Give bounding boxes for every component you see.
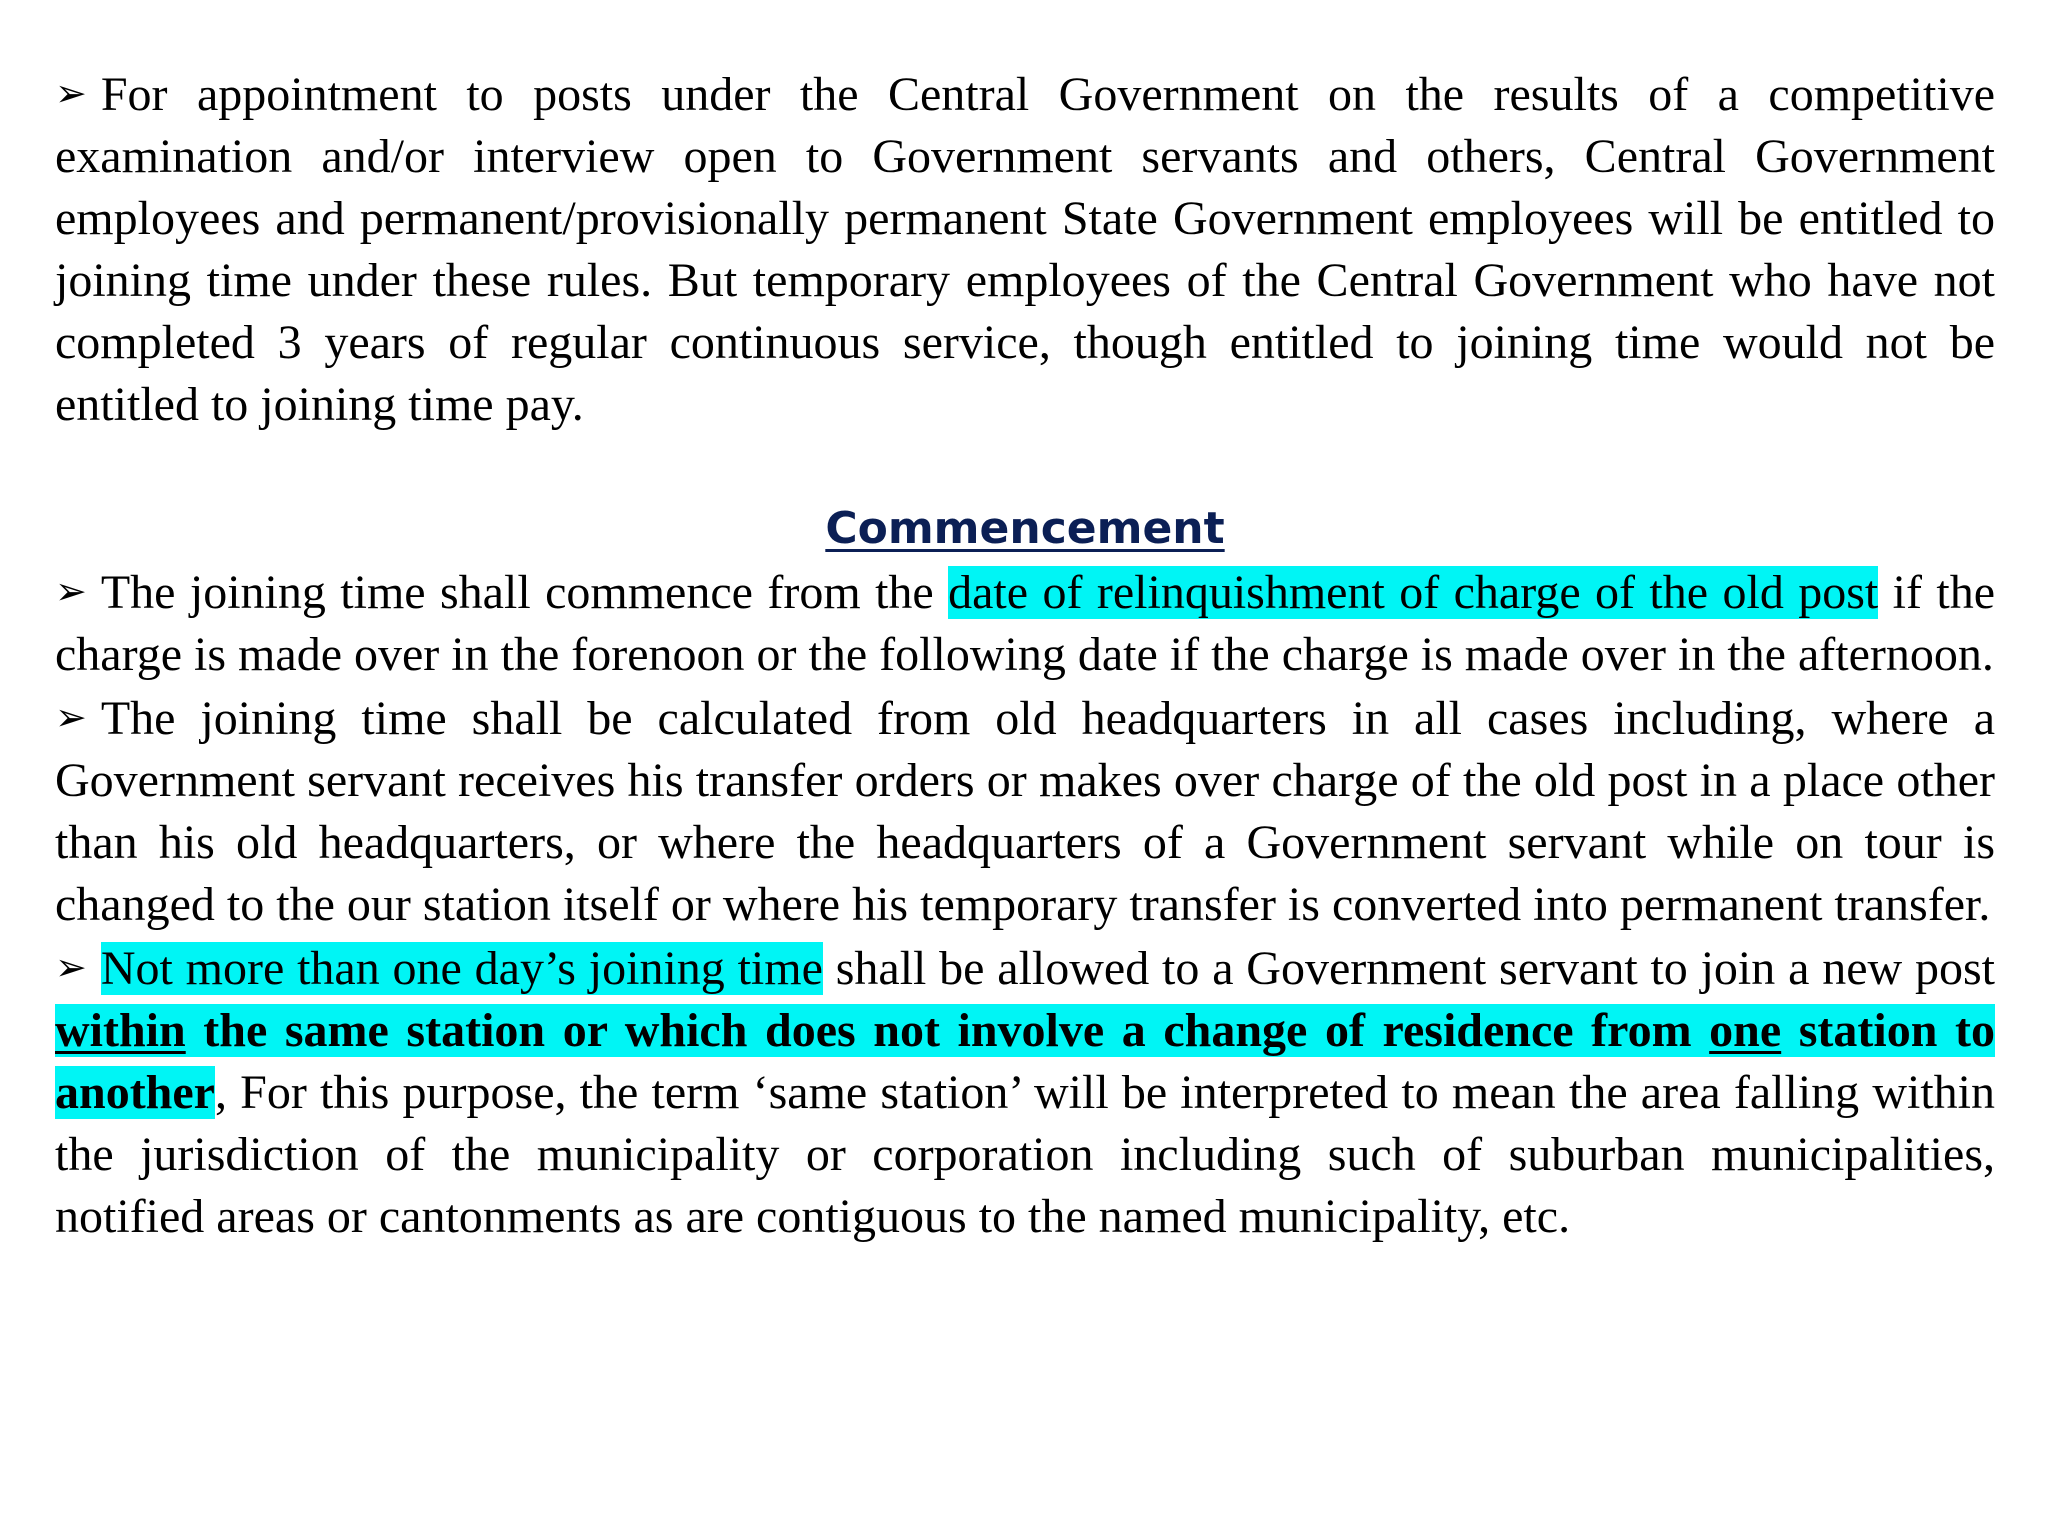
- paragraph-appointment-text: For appointment to posts under the Central Government on the results of a competitive examination and/or interview open to Government servants and others, Central Government employees and permanent/provisionally permanent State Government employees will be entitled to joining time under these rules. But temporary employees of the Central Government who have not completed 3 years of regular continuous service, though entitled to joining time would not be entitled to joining time pay.: [55, 68, 1995, 431]
- arrow-bullet-icon: ➢: [55, 945, 87, 989]
- paragraph-commence-after: if the charge is made over in the forenoon or the following date if the charge is made over in the afternoon.: [55, 566, 1996, 681]
- arrow-bullet-icon: ➢: [55, 695, 87, 739]
- bold-same-station-text: the same station or which does not involve a change of residence from: [185, 1004, 1710, 1057]
- arrow-bullet-icon: ➢: [55, 71, 87, 115]
- paragraph-headquarters: [55, 686, 1995, 936]
- document-page: [55, 62, 1995, 1248]
- underlined-one: one: [1709, 1004, 1782, 1057]
- paragraph-commence: [55, 560, 1995, 686]
- paragraph-same-station-middle: shall be allowed to a Government servant to join a new post: [822, 942, 1995, 995]
- highlight-one-day: Not more than one day’s joining time: [100, 942, 823, 995]
- section-heading: Commencement: [825, 503, 1225, 554]
- bold-station-to-another: station to another: [55, 1004, 1996, 1119]
- paragraph-same-station-after: , For this purpose, the term ‘same station’ will be interpreted to mean the area falling within the jurisdiction of the municipality or corporation including such of suburban municipalities, notified areas or cantonments as are contiguous to the named municipality, etc.: [55, 1066, 1995, 1243]
- highlight-relinquishment: date of relinquishment of charge of the old post: [948, 566, 1879, 619]
- section-gap: [55, 436, 1995, 498]
- paragraph-same-station: [55, 936, 1995, 1248]
- underlined-within: within: [55, 1004, 186, 1057]
- paragraph-commence-before: The joining time shall commence from the: [100, 566, 949, 619]
- arrow-bullet-icon: ➢: [55, 569, 87, 613]
- paragraph-appointment: [55, 62, 1995, 436]
- paragraph-headquarters-text: The joining time shall be calculated from old headquarters in all cases including, where a Government servant receives his transfer orders or makes over charge of the old post in a place other than his old headquarters, or where the headquarters of a Government servant while on tour is changed to the our station itself or where his temporary transfer is converted into permanent transfer.: [55, 692, 1995, 931]
